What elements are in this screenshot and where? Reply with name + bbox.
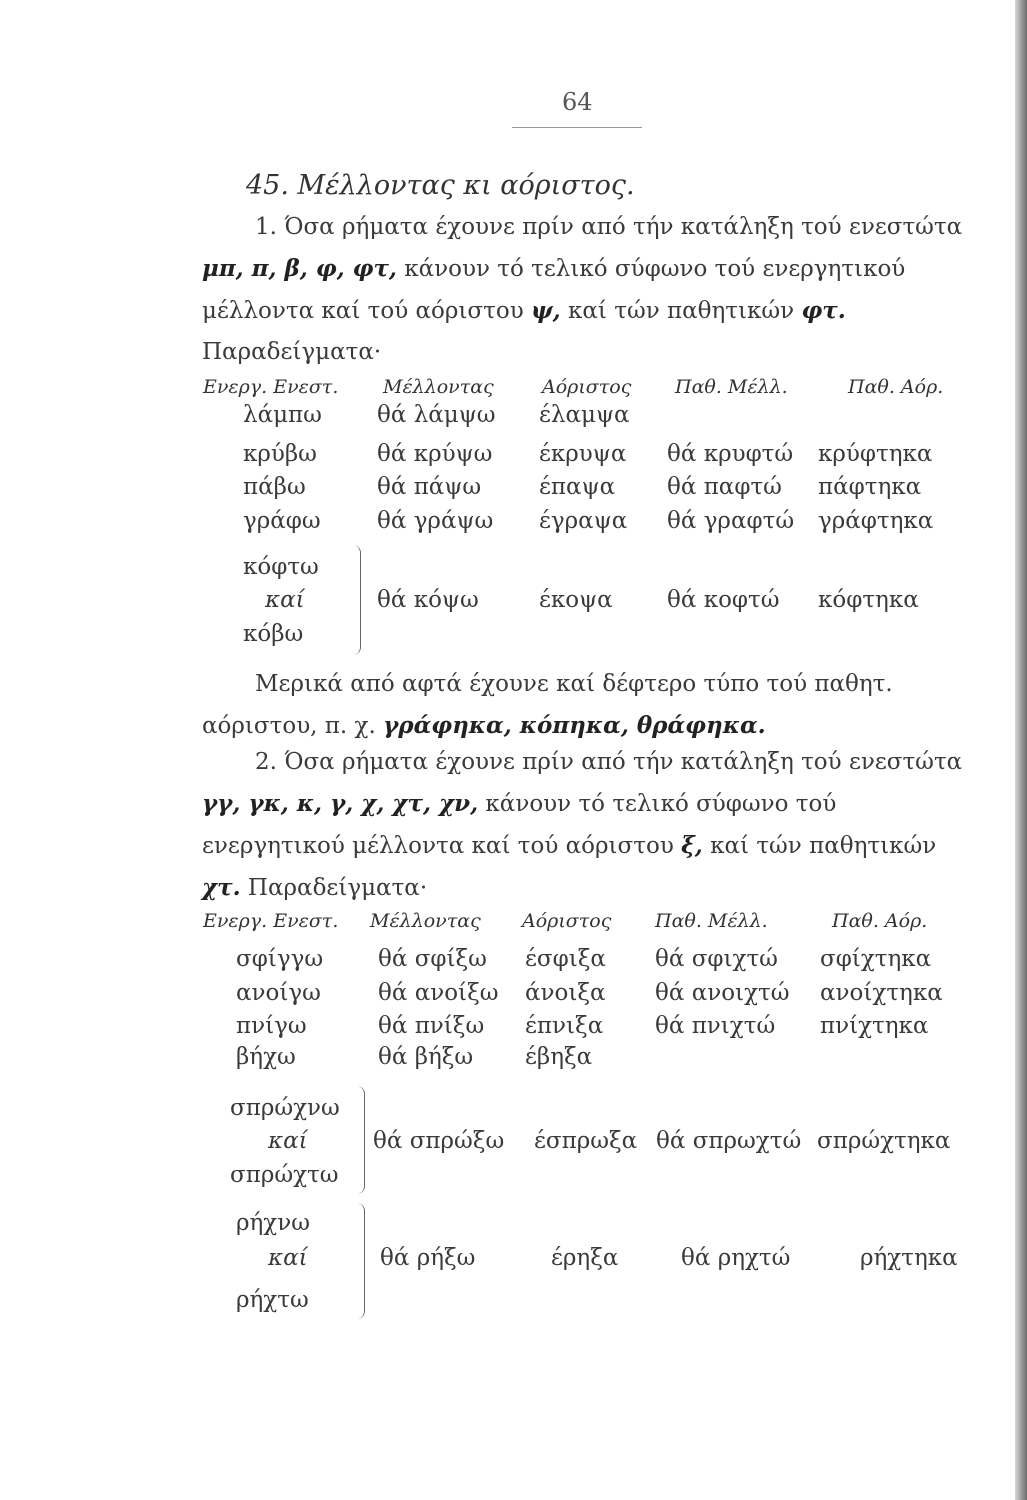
table-cell: έρηξα [551, 1245, 619, 1271]
table-cell: έκρυψα [539, 441, 627, 467]
table-cell: σφίγγω [236, 946, 324, 972]
table-cell: θά κοφτώ [667, 587, 780, 613]
table-cell: λάμπω [243, 402, 322, 428]
grouped-verb: ρήχτω [236, 1287, 309, 1313]
table-header: Παθ. Αόρ. [832, 910, 928, 932]
table-cell: έπαψα [539, 474, 616, 500]
table-cell: πνίγω [236, 1013, 307, 1039]
grouped-verb-conjunction: καί [268, 1128, 308, 1154]
table-cell: έσφιξα [525, 946, 606, 972]
table-header: Αόριστος [542, 376, 632, 398]
table-cell: θά βήξω [378, 1044, 474, 1070]
table-cell: έγραψα [539, 508, 628, 534]
table-header: Ενεργ. Ενεστ. [203, 910, 339, 932]
table-cell: ανοίγω [236, 980, 321, 1006]
table-cell: θά παφτώ [667, 474, 782, 500]
paragraph-1-text: καί τών παθητικών [560, 298, 802, 324]
table-cell: ανοίχτηκα [820, 980, 943, 1006]
paragraph-1-text: κάνουν τό τελικό σύφωνο τού ενεργητικού μέλλοντα καί τού αόριστου [202, 256, 906, 324]
table-cell: θά κόψω [377, 587, 479, 613]
paragraph-1-text: Παραδείγματα· [202, 339, 382, 365]
table-header: Μέλλοντας [383, 376, 494, 398]
table-cell: γράφτηκα [818, 508, 934, 534]
paragraph-1-consonants: μπ, π, β, φ, φτ, [202, 255, 397, 282]
table-cell: σφίχτηκα [820, 946, 932, 972]
table-cell: θά γράψω [377, 508, 494, 534]
table-cell: θά πάψω [377, 474, 482, 500]
paragraph-1-consonant: φτ. [801, 297, 846, 324]
table-cell: θά γραφτώ [667, 508, 795, 534]
paragraph-3 [202, 742, 977, 909]
paragraph-1-consonant: ψ, [531, 297, 561, 324]
table-cell: κρύβω [243, 441, 317, 467]
grouping-brace [356, 1203, 365, 1319]
table-header: Αόριστος [522, 910, 612, 932]
grouped-verb-conjunction: καί [268, 1245, 308, 1271]
table-cell: θά ρήξω [380, 1245, 476, 1271]
table-cell: πνίχτηκα [820, 1013, 929, 1039]
table-cell: θά ρηχτώ [681, 1245, 791, 1271]
table-header: Παθ. Μέλλ. [655, 910, 768, 932]
table-cell: σπρώχτηκα [817, 1128, 951, 1154]
table-header: Παθ. Μέλλ. [675, 376, 788, 398]
table-cell: θά κρυφτώ [667, 441, 794, 467]
header-rule [512, 127, 642, 128]
grouping-brace [356, 1086, 365, 1194]
table-cell: πάφτηκα [818, 474, 922, 500]
paragraph-3-text: καί τών παθητικών [702, 833, 937, 859]
grouped-verb: κόβω [243, 621, 304, 647]
table-cell: έπνιξα [525, 1013, 604, 1039]
table-cell: βήχω [236, 1044, 296, 1070]
table-header: Παθ. Αόρ. [848, 376, 944, 398]
paragraph-3-consonant: ξ, [681, 832, 703, 859]
paragraph-3-consonant: χτ. [202, 874, 241, 901]
paragraph-3-text: Παραδείγματα· [240, 875, 428, 901]
table-cell: θά κρύψω [377, 441, 493, 467]
grouped-verb: ρήχνω [236, 1210, 310, 1236]
table-cell: ρήχτηκα [860, 1245, 958, 1271]
table-cell: γράφω [243, 508, 321, 534]
paragraph-3-text: 2. Όσα ρήματα έχουνε πρίν από τήν κατάληξη τού ενεστώτα [255, 749, 963, 775]
table-cell: έκοψα [539, 587, 613, 613]
table-cell: θά σφίξω [378, 946, 487, 972]
paragraph-1 [202, 207, 977, 373]
table-cell: θά σπρώξω [373, 1128, 505, 1154]
table-cell: θά σπρωχτώ [656, 1128, 802, 1154]
grouping-brace [352, 545, 361, 655]
table-header: Ενεργ. Ενεστ. [203, 376, 339, 398]
table-cell: θά ανοίξω [378, 980, 499, 1006]
paragraph-2-text: Μερικά από αφτά έχουνε καί δέφτερο τύπο τού παθητ. αόριστου, π. χ. [202, 671, 893, 739]
paragraph-2-examples: γράφηκα, κόπηκα, θράφηκα. [383, 712, 766, 739]
paragraph-3-consonants: γγ, γκ, κ, γ, χ, χτ, χν, [202, 790, 479, 817]
table-cell: έβηξα [525, 1044, 593, 1070]
table-cell: θά πνίξω [378, 1013, 485, 1039]
paragraph-2 [202, 664, 977, 747]
table-cell: θά ανοιχτώ [655, 980, 790, 1006]
grouped-verb: σπρώχτω [230, 1162, 339, 1188]
paragraph-3-text: κάνουν τό τελικό σύφωνο τού ενεργητικού μέλλοντα καί τού αόριστου [202, 791, 837, 859]
table-cell: πάβω [243, 474, 306, 500]
table-cell: θά σφιχτώ [655, 946, 778, 972]
table-cell: έσπρωξα [534, 1128, 638, 1154]
table-cell: έλαμψα [539, 402, 630, 428]
paragraph-1-text: 1. Όσα ρήματα έχουνε πρίν από τήν κατάληξη τού ενεστώτα [255, 214, 963, 240]
table-cell: άνοιξα [525, 980, 606, 1006]
table-cell: κόφτηκα [818, 587, 919, 613]
table-cell: θά λάμψω [377, 402, 496, 428]
grouped-verb: κόφτω [243, 554, 319, 580]
section-title: 45. Μέλλοντας κι αόριστος. [246, 170, 635, 201]
page-number: 64 [562, 88, 593, 116]
grouped-verb-conjunction: καί [265, 587, 305, 613]
grouped-verb: σπρώχνω [230, 1095, 340, 1121]
table-header: Μέλλοντας [370, 910, 481, 932]
table-cell: θά πνιχτώ [655, 1013, 776, 1039]
page-edge-shadow [1015, 0, 1027, 1500]
table-cell: κρύφτηκα [818, 441, 933, 467]
